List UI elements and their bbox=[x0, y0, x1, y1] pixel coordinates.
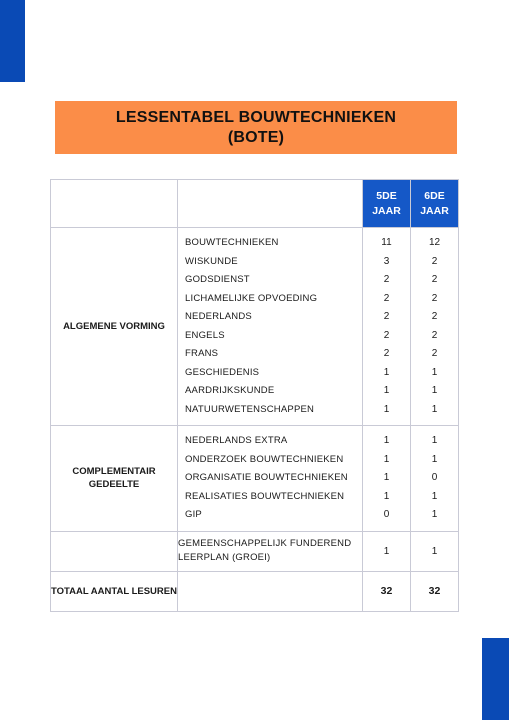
total-year-5-value: 32 bbox=[363, 571, 411, 611]
hours-value: 1 bbox=[383, 366, 390, 378]
subject-label: BOUWTECHNIEKEN bbox=[185, 237, 279, 248]
hours-value: 2 bbox=[431, 348, 438, 359]
header-blank-subject bbox=[178, 180, 363, 228]
hours-value: 1 bbox=[383, 385, 390, 396]
group-label: ALGEMENE VORMING bbox=[51, 228, 178, 426]
hours-value: 1 bbox=[383, 435, 390, 446]
hours-value: 2 bbox=[383, 274, 390, 285]
hours-value: 1 bbox=[431, 490, 438, 502]
hours-value: 1 bbox=[431, 403, 438, 415]
common-subject-label: GEMEENSCHAPPELIJK FUNDEREND LEERPLAN (GROEI) bbox=[178, 531, 363, 571]
subject-label: ORGANISATIE BOUWTECHNIEKEN bbox=[185, 472, 348, 483]
corner-accent-bottom-right bbox=[482, 638, 509, 720]
common-curriculum-row bbox=[51, 531, 459, 571]
hours-value: 1 bbox=[431, 453, 438, 465]
header-year-6: 6DE JAAR bbox=[411, 180, 459, 228]
subject-label: GODSDIENST bbox=[185, 274, 250, 285]
subject-label: ENGELS bbox=[185, 329, 225, 341]
hours-value: 0 bbox=[383, 509, 390, 520]
year-6-cell bbox=[411, 228, 459, 426]
hours-value: 1 bbox=[431, 366, 438, 378]
common-year-5-value: 1 bbox=[363, 531, 411, 571]
header-blank-group bbox=[51, 180, 178, 228]
subject-label: LICHAMELIJKE OPVOEDING bbox=[185, 292, 318, 304]
title-line-1: LESSENTABEL BOUWTECHNIEKEN bbox=[115, 108, 397, 126]
hours-value: 1 bbox=[383, 490, 390, 502]
hours-value: 2 bbox=[431, 311, 438, 322]
table-header-row bbox=[51, 180, 459, 228]
page-title bbox=[55, 101, 457, 154]
hours-value: 2 bbox=[383, 311, 390, 322]
corner-accent-top-left bbox=[0, 0, 25, 82]
group-row-algemene-vorming bbox=[51, 228, 459, 426]
total-label: TOTAAL AANTAL LESUREN bbox=[51, 571, 178, 611]
hours-value: 1 bbox=[431, 385, 438, 396]
total-row bbox=[51, 571, 459, 611]
hours-value: 2 bbox=[383, 329, 390, 341]
subject-cell bbox=[178, 426, 363, 532]
hours-value: 1 bbox=[431, 509, 438, 520]
hours-value: 1 bbox=[383, 403, 390, 415]
year-6-cell bbox=[411, 426, 459, 532]
hours-value: 3 bbox=[383, 255, 390, 267]
group-label: COMPLEMENTAIR GEDEELTE bbox=[51, 426, 178, 532]
hours-value: 2 bbox=[431, 292, 438, 304]
hours-value: 2 bbox=[431, 255, 438, 267]
lesson-table bbox=[50, 179, 459, 612]
subject-label: REALISATIES BOUWTECHNIEKEN bbox=[185, 490, 345, 502]
subject-label: NATUURWETENSCHAPPEN bbox=[185, 403, 315, 415]
subject-label: NEDERLANDS bbox=[185, 311, 252, 322]
group-row-complementair-gedeelte bbox=[51, 426, 459, 532]
year-5-cell bbox=[363, 426, 411, 532]
total-subject-blank bbox=[178, 571, 363, 611]
subject-label: FRANS bbox=[185, 348, 219, 359]
title-line-2: (BOTE) bbox=[227, 128, 285, 146]
hours-value: 1 bbox=[383, 453, 390, 465]
total-year-6-value: 32 bbox=[411, 571, 459, 611]
subject-label: NEDERLANDS EXTRA bbox=[185, 435, 288, 446]
subject-label: AARDRIJKSKUNDE bbox=[185, 385, 275, 396]
header-year-5: 5DE JAAR bbox=[363, 180, 411, 228]
hours-value: 2 bbox=[431, 329, 438, 341]
common-year-6-value: 1 bbox=[411, 531, 459, 571]
hours-value: 1 bbox=[431, 435, 438, 446]
hours-value: 11 bbox=[381, 237, 392, 248]
hours-value: 1 bbox=[383, 472, 390, 483]
subject-cell bbox=[178, 228, 363, 426]
subject-label: GESCHIEDENIS bbox=[185, 366, 260, 378]
hours-value: 2 bbox=[383, 292, 390, 304]
year-5-cell bbox=[363, 228, 411, 426]
hours-value: 12 bbox=[428, 237, 441, 248]
hours-value: 2 bbox=[383, 348, 390, 359]
subject-label: ONDERZOEK BOUWTECHNIEKEN bbox=[185, 453, 344, 465]
hours-value: 0 bbox=[431, 472, 438, 483]
subject-label: GIP bbox=[185, 509, 202, 520]
subject-label: WISKUNDE bbox=[185, 255, 238, 267]
common-group-blank bbox=[51, 531, 178, 571]
hours-value: 2 bbox=[431, 274, 438, 285]
